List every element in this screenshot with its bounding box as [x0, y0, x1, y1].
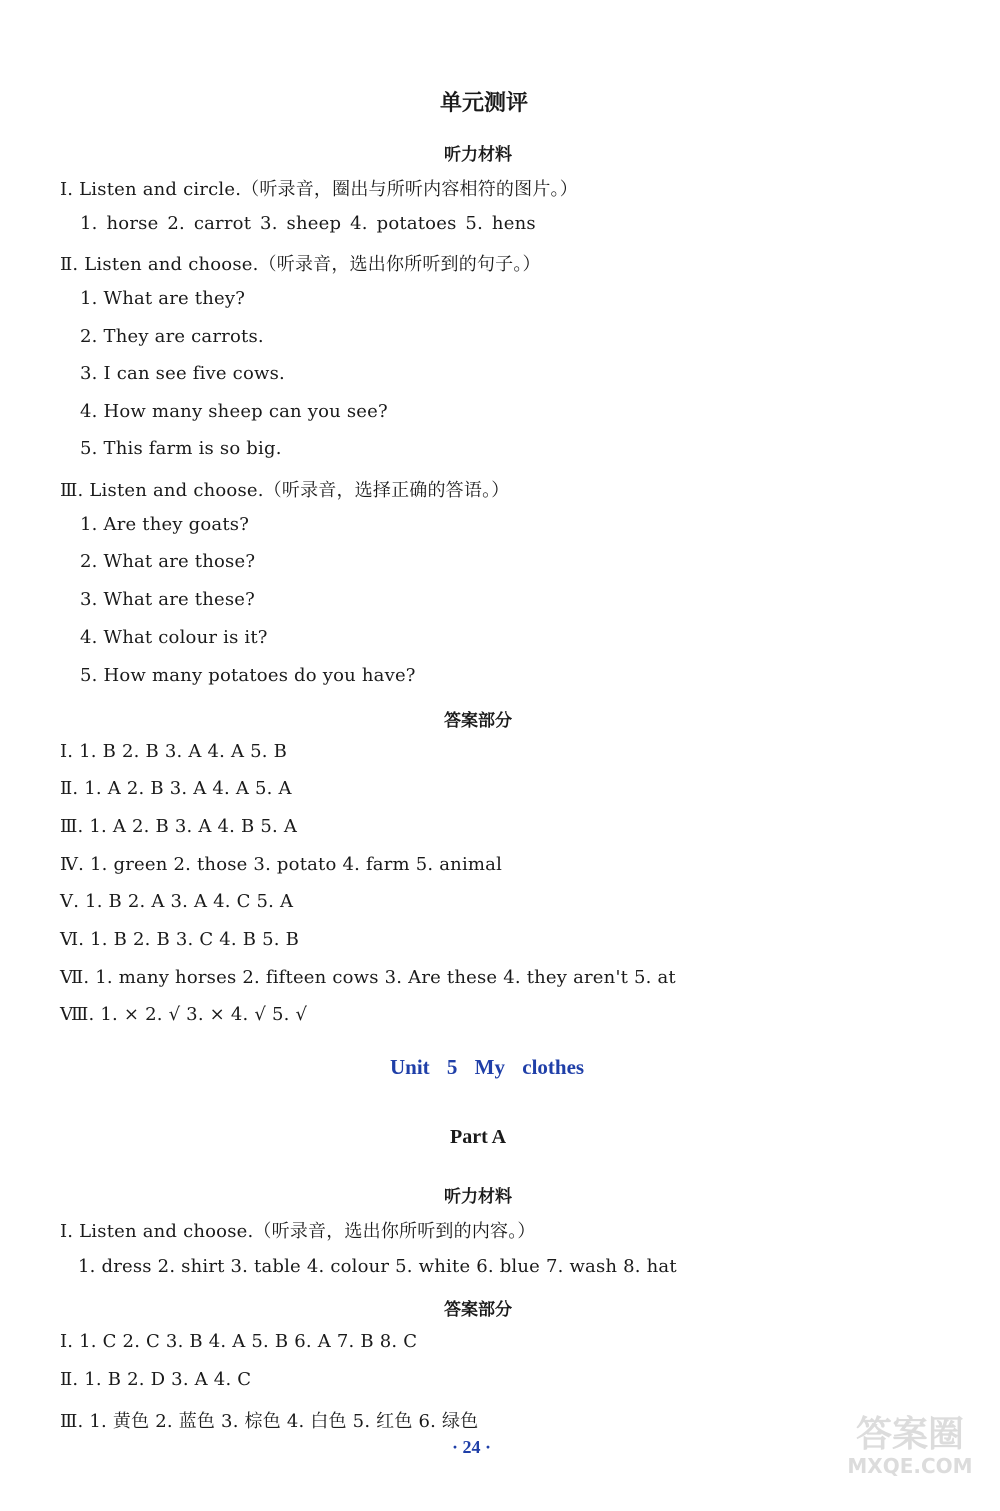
answer-line: Ⅰ. 1. B 2. B 3. A 4. A 5. B	[60, 741, 287, 762]
section-2-item: 1. What are they?	[80, 288, 246, 309]
answer-line: Ⅲ. 1. A 2. B 3. A 4. B 5. A	[60, 816, 298, 837]
unit5-answers-heading: 答案部分	[444, 1300, 512, 1320]
answers-heading: 答案部分	[444, 711, 512, 731]
page-number: · 24 ·	[452, 1437, 492, 1457]
unit-test-title: 单元测评	[440, 91, 529, 116]
unit5-answer-line: Ⅱ. 1. B 2. D 3. A 4. C	[60, 1369, 252, 1390]
watermark-line2: MXQE.COM	[847, 1454, 973, 1478]
section-1-items: 1. horse 2. carrot 3. sheep 4. potatoes 5. hens	[80, 213, 536, 234]
part-a-title: Part A	[450, 1126, 507, 1148]
section-2-item: 3. I can see five cows.	[80, 363, 285, 384]
listening-heading: 听力材料	[444, 145, 512, 165]
section-3-item: 1. Are they goats?	[80, 514, 250, 535]
answer-line: Ⅵ. 1. B 2. B 3. C 4. B 5. B	[60, 929, 299, 950]
answer-line: Ⅶ. 1. many horses 2. fifteen cows 3. Are these 4. they aren't 5. at	[60, 967, 676, 988]
answer-line: Ⅳ. 1. green 2. those 3. potato 4. farm 5. animal	[60, 854, 503, 875]
unit5-title: Unit 5 My clothes	[390, 1055, 585, 1079]
section-3-item: 4. What colour is it?	[80, 627, 268, 648]
watermark-logo	[835, 1415, 985, 1477]
answer-line: Ⅱ. 1. A 2. B 3. A 4. A 5. A	[60, 778, 292, 799]
unit5-answer-line: Ⅰ. 1. C 2. C 3. B 4. A 5. B 6. A 7. B 8. C	[60, 1331, 418, 1352]
section-2-item: 5. This farm is so big.	[80, 438, 282, 459]
section-1-title: Ⅰ. Listen and circle.（听录音，圈出与所听内容相符的图片。）	[60, 179, 578, 200]
section-2-title: Ⅱ. Listen and choose.（听录音，选出你所听到的句子。）	[60, 254, 541, 275]
section-3-item: 5. How many potatoes do you have?	[80, 665, 416, 686]
unit5-section-1-title: Ⅰ. Listen and choose.（听录音，选出你所听到的内容。）	[60, 1221, 536, 1242]
section-3-title: Ⅲ. Listen and choose.（听录音，选择正确的答语。）	[60, 480, 510, 501]
unit5-listening-heading: 听力材料	[444, 1187, 512, 1207]
section-3-item: 3. What are these?	[80, 589, 256, 610]
section-3-item: 2. What are those?	[80, 551, 256, 572]
answer-line: Ⅴ. 1. B 2. A 3. A 4. C 5. A	[60, 891, 294, 912]
unit5-section-1-items: 1. dress 2. shirt 3. table 4. colour 5. white 6. blue 7. wash 8. hat	[78, 1256, 677, 1277]
unit5-answer-line: Ⅲ. 1. 黄色 2. 蓝色 3. 棕色 4. 白色 5. 红色 6. 绿色	[60, 1411, 479, 1432]
section-2-item: 2. They are carrots.	[80, 326, 264, 347]
watermark-line1: 答案圈	[855, 1414, 964, 1455]
answer-line: Ⅷ. 1. × 2. √ 3. × 4. √ 5. √	[60, 1004, 308, 1025]
section-2-item: 4. How many sheep can you see?	[80, 401, 388, 422]
